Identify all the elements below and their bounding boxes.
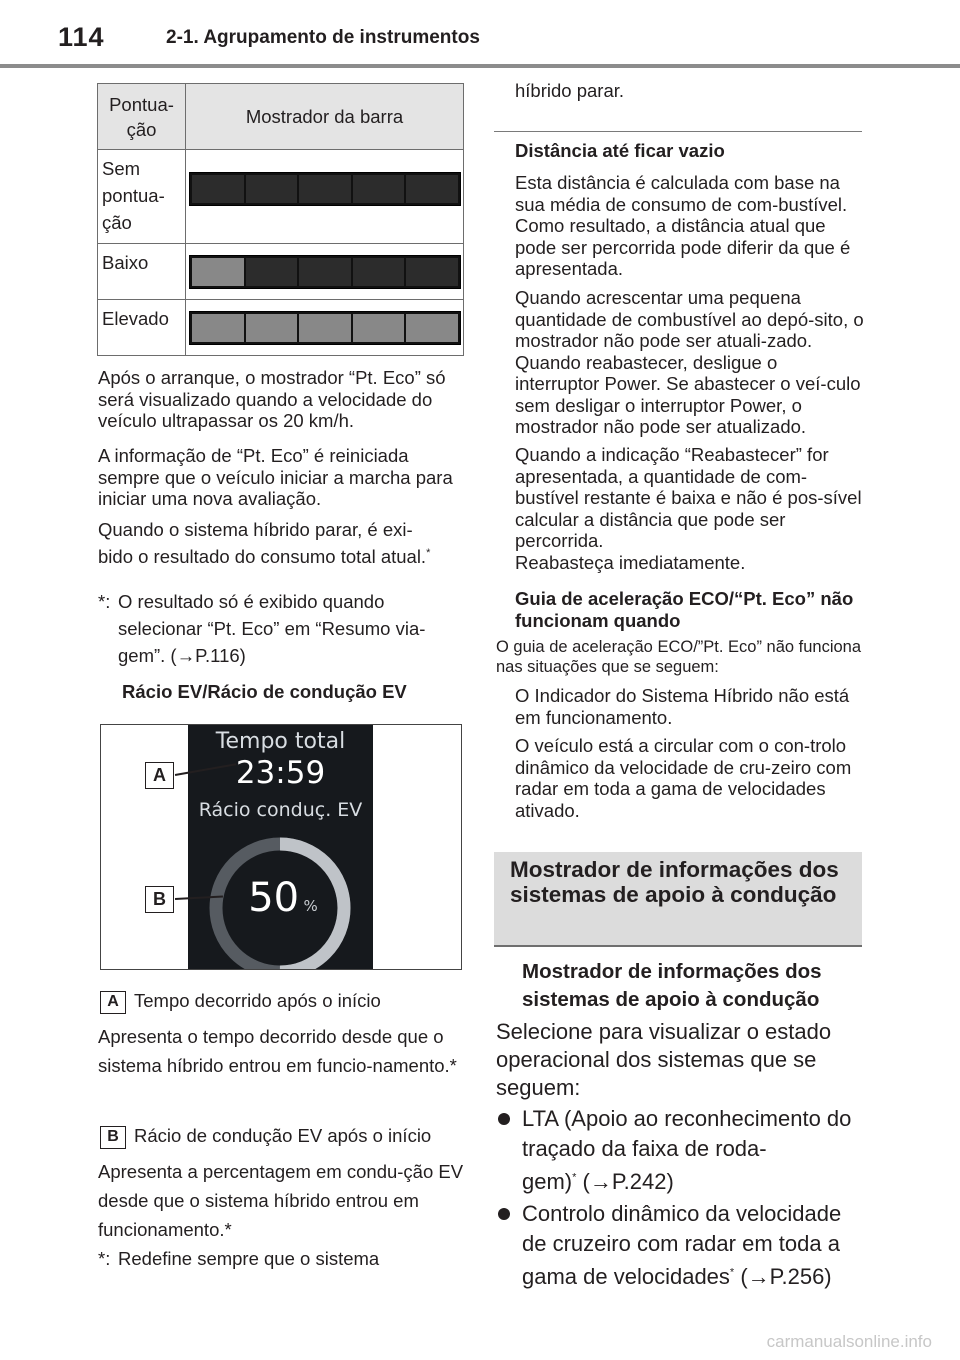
footnote-marker: * [729, 1266, 735, 1279]
bar-segment [192, 175, 244, 203]
bar-segment [299, 314, 351, 342]
tag-a: A [100, 991, 126, 1014]
bar-segment [192, 258, 244, 286]
table-row [98, 150, 464, 244]
table-header-row [98, 84, 464, 150]
footnote-marker: * [572, 1171, 577, 1184]
list-item-text [496, 1104, 862, 1200]
eco-guide-intro: O guia de aceleração ECO/”Pt. Eco” não funciona nas situações que se seguem: [496, 638, 862, 676]
list-item [496, 1199, 862, 1295]
header-score: Pontua- ção [98, 84, 186, 150]
instrument-screen [188, 725, 373, 969]
ev-percent-unit: % [303, 897, 318, 915]
list-item [496, 1104, 862, 1200]
callout-a: A [145, 762, 174, 789]
ev-ratio-figure [100, 724, 462, 970]
list-item-line [522, 1264, 832, 1289]
item-b-title-line [100, 1123, 465, 1149]
footnote [98, 1245, 463, 1272]
paragraph-total-consumption [98, 516, 463, 570]
list-item-text [496, 1199, 862, 1295]
callout-b: B [145, 886, 174, 913]
list-item-line [522, 1169, 674, 1194]
table-row [98, 244, 464, 300]
paragraph-line: Quando o sistema híbrido parar, é exi- [98, 519, 413, 540]
paragraph-continuation: híbrido parar. [515, 80, 625, 101]
paragraph-eco-reset: A informação de “Pt. Eco” é reiniciada sempre que o veículo iniciar a marcha para iniciar uma nova avaliação. [98, 445, 453, 509]
distance-paragraph-1: Esta distância é calculada com base na sua média de consumo de com-bustível. Como resultado, a distância atual que pode ser percorrida pode diferir da que é apresentada. [515, 172, 851, 279]
bar-segment [246, 314, 298, 342]
bar-segment [192, 314, 244, 342]
section-banner: Mostrador de informações dos sistemas de apoio à condução [494, 852, 862, 947]
bar-segment [353, 258, 405, 286]
bar-segment [246, 258, 298, 286]
bar-cell [186, 150, 464, 244]
eco-score-table [97, 83, 464, 356]
eco-guide-item-1: O Indicador do Sistema Híbrido não está em funcionamento. [515, 685, 850, 728]
item-b-body: Apresenta a percentagem em condu-ção EV desde que o sistema híbrido entrou em funcionamento.* [98, 1161, 464, 1240]
distance-paragraph-2: Quando acrescentar uma pequena quantidade de combustível ao depó-sito, o mostrador não pode ser atuali-zado. Quando reabastecer, desligue o interruptor Power. Se abastecer o veí-culo sem desligar o interruptor Power, o mostrador não pode ser atualizado. [515, 287, 864, 437]
bar-cell [186, 244, 464, 300]
header-divider [0, 64, 960, 68]
bullet-icon [498, 1208, 510, 1220]
bar-segment [406, 314, 458, 342]
section-divider [494, 131, 862, 132]
item-b-title: Rácio de condução EV após o início [134, 1125, 432, 1146]
screen-total-time-value: 23:59 [235, 755, 326, 791]
bar-segment [353, 175, 405, 203]
header-bar-display: Mostrador da barra [186, 84, 464, 150]
page-reference[interactable]: (→P.242) [576, 1169, 674, 1194]
eco-bar [189, 311, 461, 345]
section-title: 2-1. Agrupamento de instrumentos [166, 27, 480, 48]
bar-segment [299, 175, 351, 203]
tag-b: B [100, 1126, 126, 1149]
distance-paragraph-3-text: Quando a indicação “Reabastecer” for apresentada, a quantidade de com-bustível restante é baixa e não é pos-sível calcular a distância que pode ser percorrida. [515, 444, 862, 551]
footnote-text: O resultado só é exibido quando selecionar “Pt. Eco” em “Resumo via-gem”. (→P.116) [118, 591, 426, 666]
bar-segment [246, 175, 298, 203]
list-item-term: gem) [522, 1169, 573, 1194]
page-number: 114 [58, 22, 105, 52]
eco-guide-heading: Guia de aceleração ECO/“Pt. Eco” não funcionam quando [515, 588, 854, 631]
eco-bar [189, 172, 461, 206]
row-label: Baixo [98, 244, 186, 300]
list-item-line: Controlo dinâmico da velocidade de cruzeiro com radar em toda a [522, 1201, 842, 1256]
distance-heading: Distância até ficar vazio [515, 140, 725, 161]
list-item-term: gama de velocidades [522, 1264, 730, 1289]
intro-paragraph: Selecione para visualizar o estado operacional dos sistemas que se seguem: [496, 1019, 832, 1100]
item-a-body: Apresenta o tempo decorrido desde que o sistema híbrido entrou em funcio-namento.* [98, 1026, 457, 1076]
bar-segment [406, 175, 458, 203]
watermark: carmanualsonline.info [766, 1332, 932, 1351]
item-a-title-line [100, 988, 465, 1014]
footnote-marker: *: [98, 1248, 111, 1269]
bar-segment [299, 258, 351, 286]
distance-paragraph-3 [515, 444, 865, 573]
footnote [98, 588, 463, 669]
bullet-icon [498, 1113, 510, 1125]
screen-ev-percent [228, 875, 338, 921]
list-item-line: LTA (Apoio ao reconhecimento do traçado da faixa de roda- [522, 1106, 852, 1161]
subsection-heading: Mostrador de informações dos sistemas de apoio à condução [522, 960, 822, 1011]
footnote-text: Redefine sempre que o sistema [118, 1248, 380, 1269]
distance-paragraph-3-action: Reabasteça imediatamente. [515, 551, 746, 573]
paragraph-eco-display: Após o arranque, o mostrador “Pt. Eco” só será visualizado quando a velocidade do veículo ultrapassar os 20 km/h. [98, 367, 446, 431]
screen-ev-ratio-label: Rácio conduç. EV [198, 799, 363, 821]
bar-cell [186, 300, 464, 356]
bar-segment [406, 258, 458, 286]
eco-guide-item-2: O veículo está a circular com o con-trolo dinâmico da velocidade de cru-zeiro com radar em toda a gama de velocidades ativado. [515, 735, 852, 821]
row-label: Sem pontua- ção [98, 150, 186, 244]
eco-bar [189, 255, 461, 289]
ev-percent-value: 50 [248, 875, 300, 921]
paragraph-line: bido o resultado do consumo total atual. [98, 546, 427, 567]
footnote-marker: * [426, 546, 431, 559]
page-reference[interactable]: (→P.256) [734, 1264, 832, 1289]
bar-segment [353, 314, 405, 342]
footnote-marker: *: [98, 591, 111, 612]
ev-ratio-heading: Rácio EV/Rácio de condução EV [122, 681, 407, 702]
item-a-title: Tempo decorrido após o início [134, 990, 381, 1011]
table-row [98, 300, 464, 356]
screen-total-time-label: Tempo total [215, 729, 346, 754]
row-label: Elevado [98, 300, 186, 356]
